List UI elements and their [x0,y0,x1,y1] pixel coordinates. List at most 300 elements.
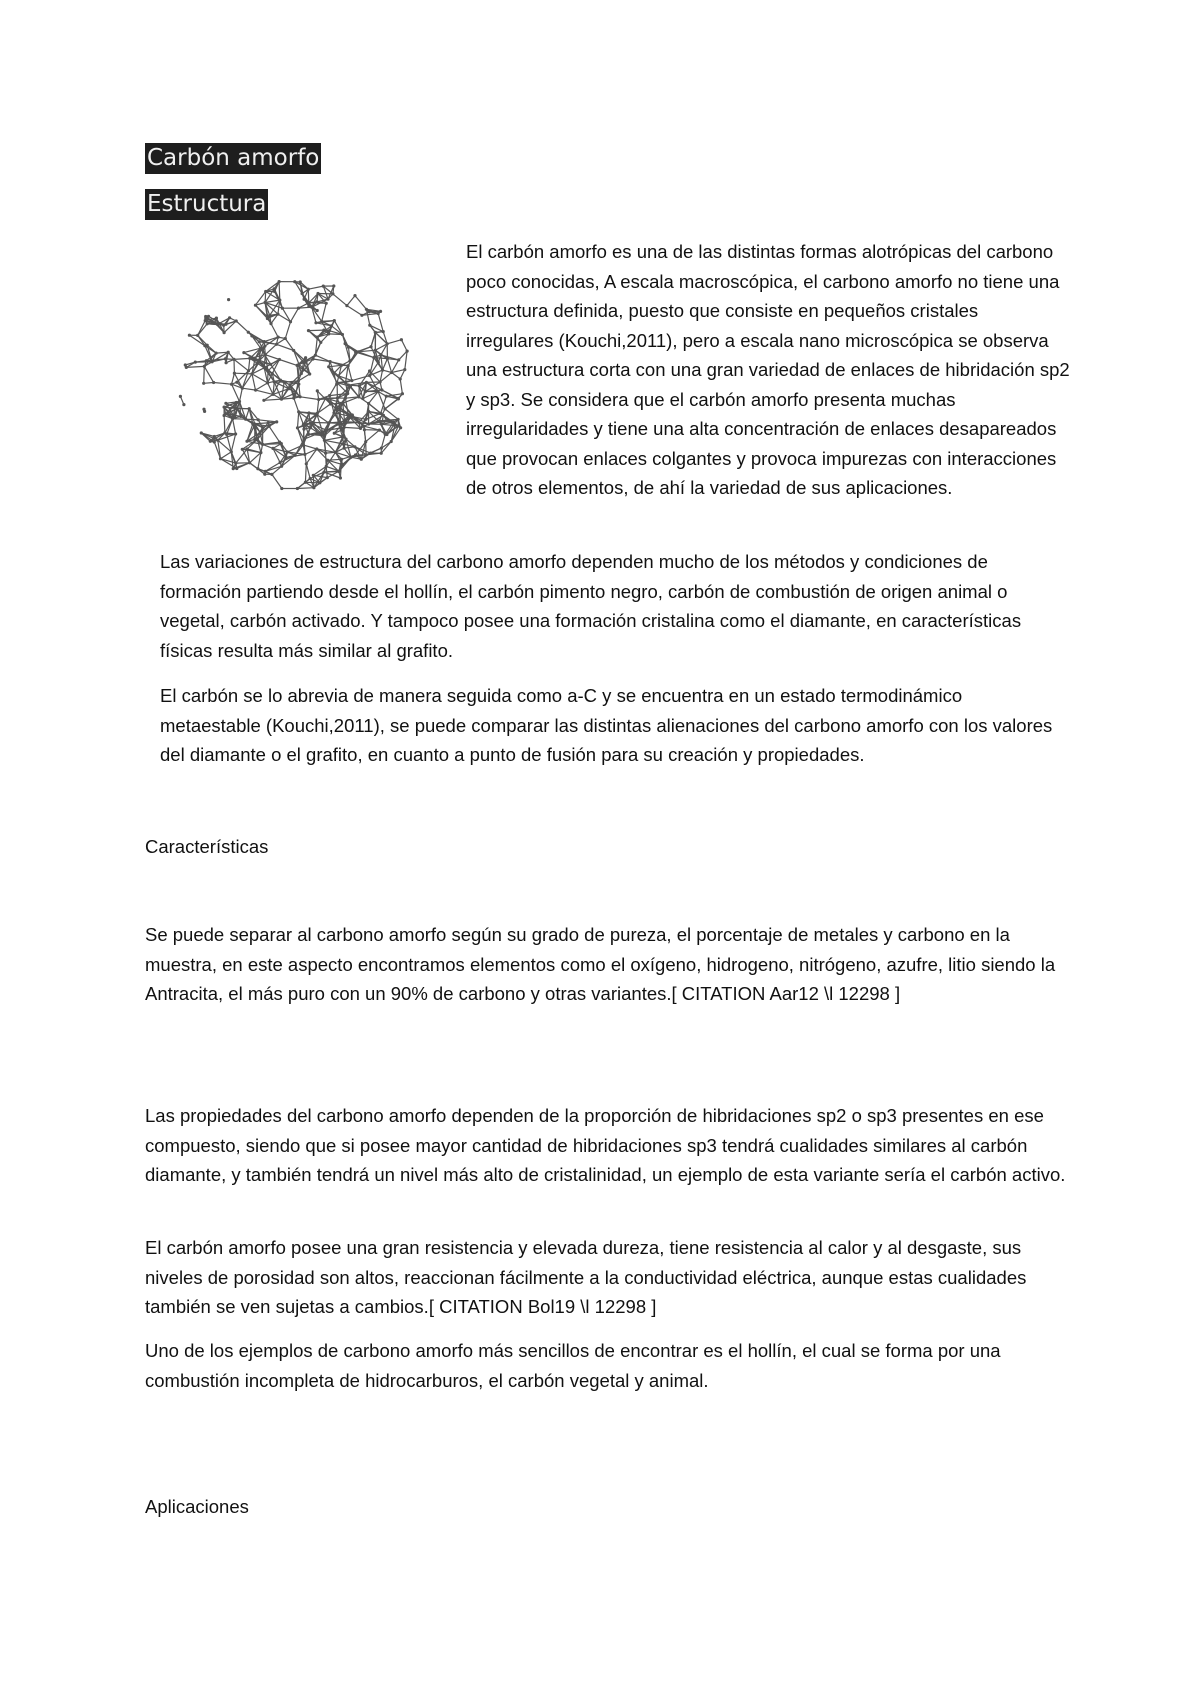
carbon-bond [370,371,381,382]
carbon-atom [257,360,260,363]
carbon-atom [266,369,269,372]
carbon-atom [200,431,203,434]
carbon-atom [307,411,310,414]
carbon-atom [233,416,236,419]
carbon-atom [345,304,348,307]
paragraph-intro: El carbón amorfo es una de las distintas formas alotrópicas del carbono poco conocidas, A escala macroscópica, el carbono amorfo no tiene una estructura definida, puesto que consiste en pequeños cristales irregulares (Kouchi,2011), pero a escala nano microscópica se observa una estructura corta con una gran variedad de enlaces de hibridación sp2 y sp3. Se considera que el carbón amorfo presenta muchas irregularidades y tiene una alta concentración de enlaces desapareados que provocan enlaces colgantes y provoca impurezas con interacciones de otros elementos, de ahí la variedad de sus aplicaciones. [466,241,1070,498]
carbon-atom [365,381,368,384]
carbon-atom [343,447,346,450]
carbon-atom [294,391,297,394]
carbon-atom [213,435,216,438]
carbon-atom [327,421,330,424]
carbon-atom [268,425,271,428]
carbon-atom [302,361,305,364]
carbon-atom [390,440,393,443]
carbon-bond [366,430,380,442]
carbon-atom [369,452,372,455]
carbon-atom [225,361,228,364]
carbon-atom [250,372,253,375]
carbon-bond [383,359,388,371]
carbon-bond [242,388,255,390]
carbon-atom [227,298,230,301]
carbon-atom [287,387,290,390]
carbon-atom [223,406,226,409]
carbon-atom [360,458,363,461]
carbon-atom [275,343,278,346]
carbon-atom [327,332,330,335]
carbon-atom [343,426,346,429]
carbon-atom [372,356,375,359]
carbon-bond [186,366,204,367]
carbon-atom [179,395,182,398]
carbon-atom [334,407,337,410]
amorphous-carbon-structure-icon [160,258,430,508]
carbon-bond [303,429,304,445]
carbon-atom [357,395,360,398]
carbon-atom [280,398,283,401]
carbon-atom [204,319,207,322]
carbon-atom [334,451,337,454]
carbon-atom [204,315,207,318]
carbon-bond [249,358,250,370]
carbon-atom [364,440,367,443]
carbon-atom [246,447,249,450]
carbon-atom [238,400,241,403]
carbon-atom [309,477,312,480]
carbon-bond [348,366,352,381]
carbon-atom [293,280,296,283]
document-title: Carbón amorfo [145,143,321,174]
carbon-atom [211,360,214,363]
carbon-atom [267,421,270,424]
carbon-atom [329,360,332,363]
carbon-atom [273,287,276,290]
carbon-atom [269,322,272,325]
carbon-atom [297,379,300,382]
carbon-atom [347,364,350,367]
carbon-bond [214,383,232,385]
carbon-atom [273,290,276,293]
paragraph-variations: Las variaciones de estructura del carbono amorfo dependen mucho de los métodos y condiciones de formación partiendo desde el hollín, el carbón pimento negro, carbón de combustión de origen animal o vegetal, carbón activado. Y tampoco posee una formación cristalina como el diamante, en características físicas resulta más similar al grafito. [160,551,1022,661]
carbon-bond [204,366,205,383]
carbon-atom [368,310,371,313]
carbon-atom [278,280,281,283]
carbon-atom [254,304,257,307]
carbon-atom [399,377,402,380]
carbon-bond [333,294,347,306]
carbon-atom [320,320,323,323]
carbon-bond [387,359,398,360]
carbon-atom [381,369,384,372]
carbon-atom [296,487,299,490]
carbon-atom [335,383,338,386]
carbon-atom [354,453,357,456]
carbon-atom [339,476,342,479]
carbon-bond [246,409,250,420]
carbon-atom [256,438,259,441]
carbon-atom [297,383,300,386]
carbon-atom [213,321,216,324]
carbon-atom [315,300,318,303]
carbon-atom [247,369,250,372]
carbon-atom [301,292,304,295]
carbon-atom [215,352,218,355]
carbon-atom [397,424,400,427]
carbon-atom [347,346,350,349]
carbon-atom [248,461,251,464]
carbon-atom [364,418,367,421]
carbon-atom [280,465,283,468]
carbon-bond [279,282,280,301]
carbon-atom [316,336,319,339]
carbon-atom [378,419,381,422]
carbon-atom [357,421,360,424]
carbon-atom [377,361,380,364]
carbon-atom [284,337,287,340]
carbon-atom [188,334,191,337]
carbon-bond [234,359,249,370]
carbon-atom [247,331,250,334]
carbon-atom [297,363,300,366]
carbon-atom [219,457,222,460]
carbon-atom [340,364,343,367]
carbon-bond [344,447,355,448]
carbon-bond [294,398,299,412]
carbon-atom [365,453,368,456]
carbon-atom [302,443,305,446]
carbon-bond [263,444,273,448]
carbon-atom [235,381,238,384]
carbon-atom [318,481,321,484]
carbon-atom [379,353,382,356]
carbon-bond [240,388,243,401]
carbon-atom [359,427,362,430]
carbon-atom [304,481,307,484]
carbon-atom [312,486,315,489]
carbon-bond [401,340,407,351]
carbon-atom [194,361,197,364]
carbon-atom [367,402,370,405]
carbon-atom [397,418,400,421]
carbon-atom [228,316,231,319]
carbon-atom [316,412,319,415]
carbon-atom [233,372,236,375]
carbon-atom [213,440,216,443]
carbon-atom [304,356,307,359]
carbon-atom [377,312,380,315]
carbon-atom [361,397,364,400]
carbon-atom [268,314,271,317]
carbon-atom [241,387,244,390]
carbon-bond [204,366,213,382]
carbon-bond [237,463,250,469]
carbon-atom [262,399,265,402]
carbon-atom [386,357,389,360]
section-heading-estructura: Estructura [145,189,268,220]
carbon-atom [312,474,315,477]
carbon-atom [342,435,345,438]
carbon-bond [355,296,366,310]
carbon-bond [317,404,330,413]
carbon-atom [294,454,297,457]
carbon-atom [202,382,205,385]
carbon-bond [303,445,317,449]
carbon-atom [367,422,370,425]
carbon-atom [215,317,218,320]
carbon-atom [317,398,320,401]
carbon-atom [292,349,295,352]
carbon-atom [230,450,233,453]
carbon-atom [259,451,262,454]
carbon-atom [250,334,253,337]
carbon-atom [256,467,259,470]
carbon-atom [288,383,291,386]
carbon-atom [324,452,327,455]
carbon-atom [344,381,347,384]
carbon-atom [385,395,388,398]
carbon-atom [261,426,264,429]
carbon-bond [236,321,248,332]
carbon-atom [343,420,346,423]
carbon-atom [185,366,188,369]
carbon-atom [239,415,242,418]
carbon-bond [347,306,362,316]
paragraph-hybridization: Las propiedades del carbono amorfo dependen de la proporción de hibridaciones sp2 o sp3 presentes en ese compuesto, siendo que si posee mayor cantidad de hibridaciones sp3 tendrá cualidades similares al carbón diamante, y también tendrá un nivel más alto de cristalinidad, un ejemplo de esta variante sería el carbón activo. [145,1105,1066,1185]
carbon-atom [263,340,266,343]
carbon-atom [232,358,235,361]
carbon-atom [336,396,339,399]
carbon-atom [323,434,326,437]
carbon-atom [377,390,380,393]
carbon-bond [309,330,324,331]
carbon-atom [344,397,347,400]
carbon-atom [264,301,267,304]
carbon-atom [205,359,208,362]
carbon-atom [357,350,360,353]
carbon-atom [312,421,315,424]
carbon-atom [270,473,273,476]
carbon-atom [315,447,318,450]
carbon-atom [302,438,305,441]
carbon-bond [269,426,280,442]
carbon-atom [263,345,266,348]
carbon-atom [380,452,383,455]
carbon-atom [350,379,353,382]
carbon-atom [271,372,274,375]
carbon-atom [202,408,205,411]
carbon-bond [387,340,401,344]
carbon-atom [269,363,272,366]
carbon-bond [252,374,268,383]
carbon-atom [266,381,269,384]
section-heading-caracteristicas: Características [145,836,269,857]
carbon-atom [339,407,342,410]
carbon-atom [209,440,212,443]
carbon-atom [327,365,330,368]
carbon-bond [387,359,391,373]
carbon-atom [236,407,239,410]
carbon-network-graphic [160,258,430,508]
carbon-atom [303,298,306,301]
carbon-bond [309,331,318,338]
carbon-atom [392,421,395,424]
carbon-atom [348,359,351,362]
carbon-bond [225,419,233,433]
carbon-atom [230,383,233,386]
carbon-atom [259,347,262,350]
carbon-bond [252,374,256,390]
carbon-atom [379,412,382,415]
carbon-atom [382,414,385,417]
carbon-atom [302,423,305,426]
carbon-atom [309,426,312,429]
carbon-atom [330,324,333,327]
carbon-atom [332,372,335,375]
carbon-atom [322,285,325,288]
carbon-atom [400,338,403,341]
carbon-bond [350,352,358,361]
carbon-atom [263,473,266,476]
carbon-bond [331,403,343,404]
carbon-bond [385,399,398,409]
carbon-atom [234,432,237,435]
carbon-atom [241,448,244,451]
carbon-atom [299,395,302,398]
carbon-bond [291,308,299,322]
carbon-atom [321,431,324,434]
carbon-atom [257,418,260,421]
carbon-atom [251,422,254,425]
carbon-atom [385,433,388,436]
carbon-atom [368,324,371,327]
carbon-bond [392,373,401,380]
carbon-atom [317,432,320,435]
carbon-atom [337,374,340,377]
carbon-atom [278,358,281,361]
carbon-atom [382,330,385,333]
carbon-atom [223,431,226,434]
carbon-atom [212,381,215,384]
carbon-atom [263,366,266,369]
carbon-bond [358,352,374,358]
carbon-bond [364,430,365,442]
carbon-atom [333,432,336,435]
carbon-atom [328,329,331,332]
carbon-bond [400,379,402,394]
carbon-atom [341,402,344,405]
carbon-atom [333,319,336,322]
carbon-bond [294,351,304,363]
carbon-atom [319,341,322,344]
carbon-atom [341,428,344,431]
carbon-bond [256,383,268,390]
carbon-atom [341,442,344,445]
carbon-atom [374,331,377,334]
carbon-atom [196,334,199,337]
carbon-atom [344,342,347,345]
carbon-atom [234,462,237,465]
carbon-bond [324,472,339,473]
carbon-bond [198,335,205,345]
carbon-atom [326,476,329,479]
carbon-atom [271,447,274,450]
carbon-atom [275,420,278,423]
carbon-atom [235,467,238,470]
carbon-atom [278,299,281,302]
carbon-atom [206,322,209,325]
carbon-bond [309,413,311,428]
carbon-atom [302,428,305,431]
carbon-atom [326,298,329,301]
carbon-atom [308,372,311,375]
carbon-bond [234,358,250,359]
carbon-atom [328,394,331,397]
carbon-bond [308,286,323,289]
carbon-atom [360,314,363,317]
carbon-atom [232,467,235,470]
carbon-atom [307,288,310,291]
carbon-atom [337,422,340,425]
carbon-bond [305,464,306,483]
carbon-atom [364,390,367,393]
carbon-atom [203,365,206,368]
carbon-atom [325,465,328,468]
carbon-atom [324,397,327,400]
carbon-atom [281,307,284,310]
carbon-bond [264,337,278,342]
carbon-bond [234,373,252,374]
carbon-atom [406,350,409,353]
carbon-atom [264,353,267,356]
carbon-atom [325,302,328,305]
carbon-atom [332,284,335,287]
carbon-atom [362,425,365,428]
paragraph-resistance: El carbón amorfo posee una gran resistencia y elevada dureza, tiene resistencia al calor y al desgaste, sus niveles de porosidad son altos, reaccionan fácilmente a la conductividad eléctrica, aunque estas cualidades también se ven sujetas a cambios.[ CITATION Bol19 \l 12298 ] [145,1237,1027,1317]
carbon-atom [245,440,248,443]
carbon-atom [309,422,312,425]
carbon-atom [254,389,257,392]
carbon-atom [289,320,292,323]
carbon-atom [244,418,247,421]
carbon-atom [397,358,400,361]
carbon-atom [276,313,279,316]
carbon-atom [216,323,219,326]
carbon-atom [379,310,382,313]
carbon-atom [393,424,396,427]
carbon-atom [316,389,319,392]
carbon-atom [224,412,227,415]
carbon-atom [224,357,227,360]
carbon-atom [296,426,299,429]
carbon-atom [383,407,386,410]
carbon-atom [292,397,295,400]
carbon-atom [297,307,300,310]
carbon-atom [280,487,283,490]
carbon-bond [231,434,235,452]
carbon-atom [365,308,368,311]
carbon-atom [322,329,325,332]
carbon-bond [297,488,314,489]
carbon-atom [307,329,310,332]
carbon-atom [253,438,256,441]
carbon-atom [325,429,328,432]
carbon-atom [279,379,282,382]
carbon-atom [227,351,230,354]
paragraph-abbreviation: El carbón se lo abrevia de manera seguida como a-C y se encuentra en un estado termodinámico metaestable (Kouchi,2011), se puede comparar las distintas alienaciones del carbono amorfo con los valores del diamante o el grafito, en cuanto a punto de fusión para su creación y propiedades. [160,685,1053,765]
carbon-atom [351,413,354,416]
carbon-atom [271,393,274,396]
carbon-atom [310,306,313,309]
